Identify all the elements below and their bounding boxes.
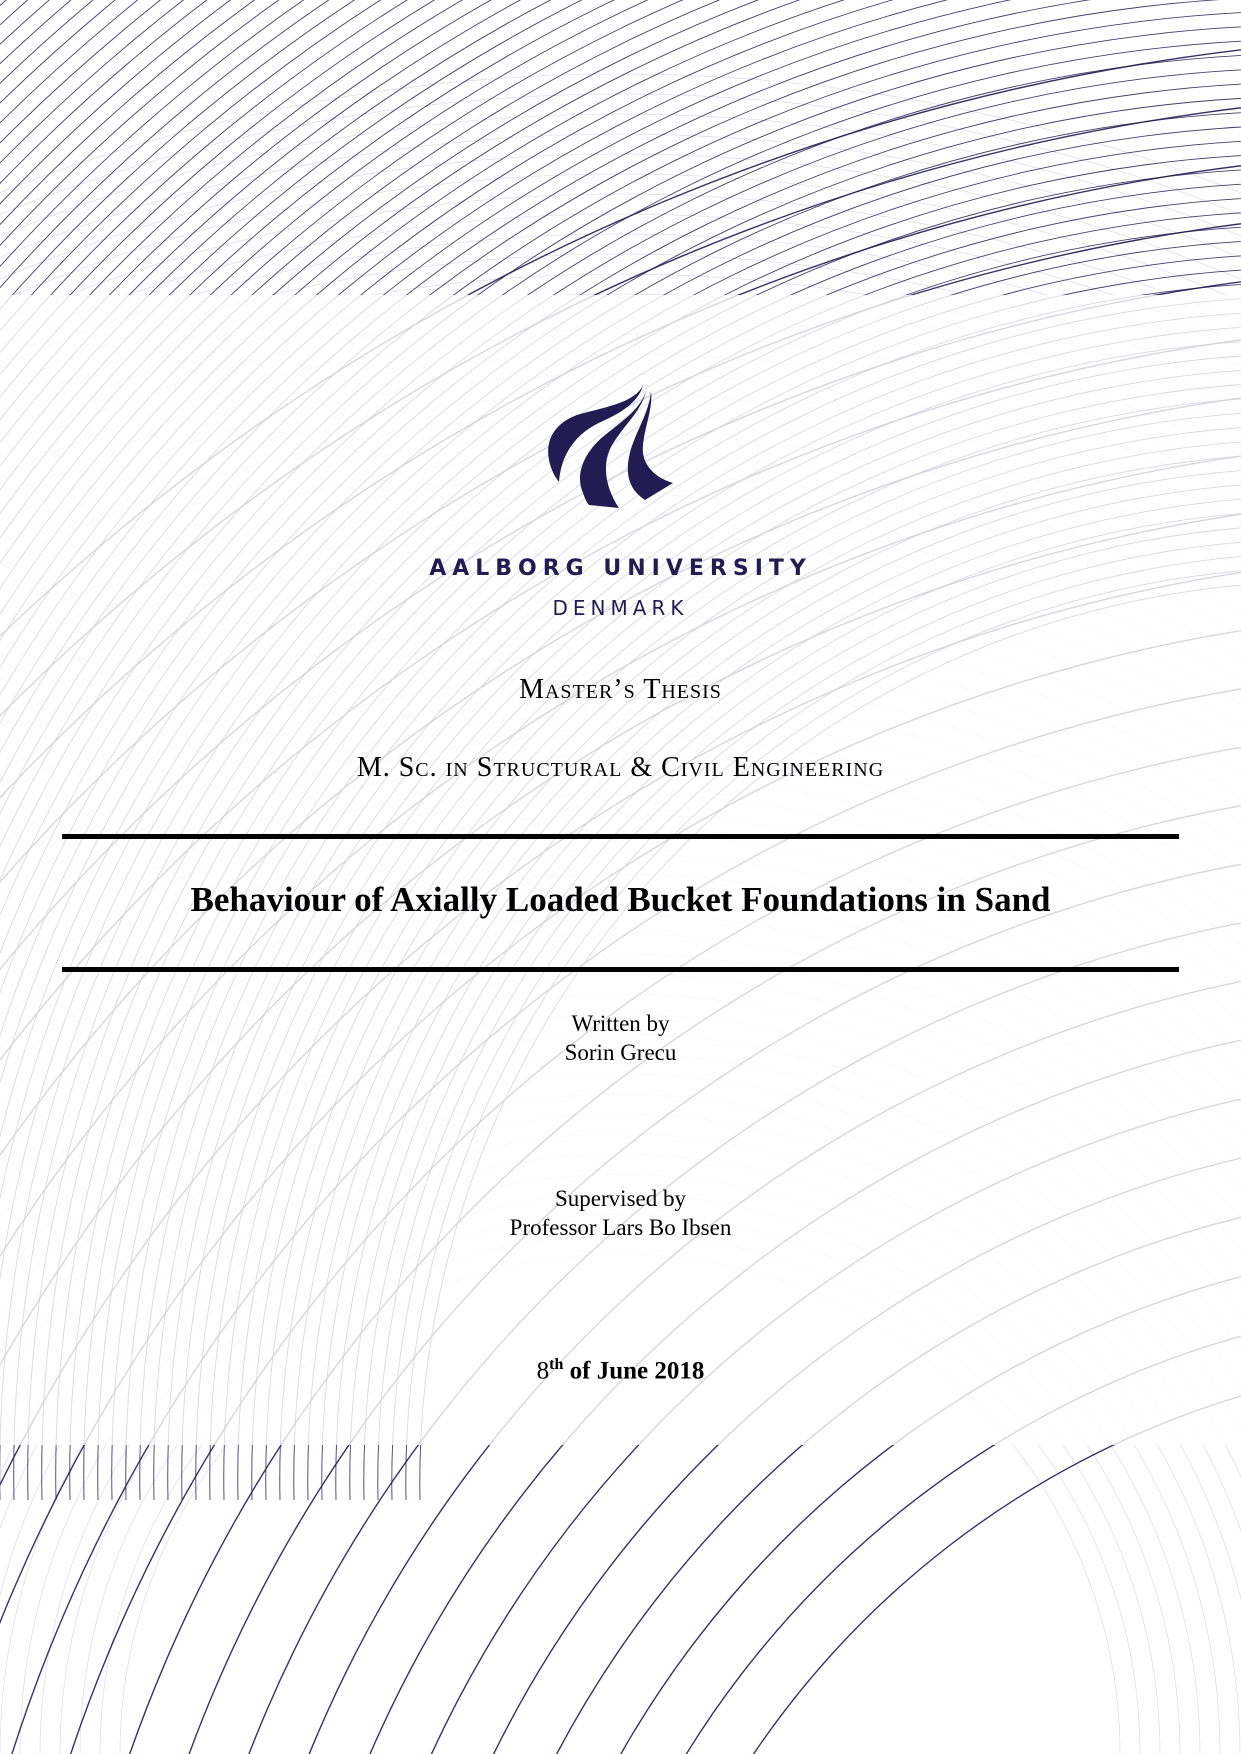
aalborg-university-wave-icon <box>545 385 675 515</box>
supervisor-block <box>0 1184 1241 1242</box>
title-rule-top <box>62 834 1179 839</box>
thesis-title: Behaviour of Axially Loaded Bucket Foundations in Sand <box>190 880 1051 919</box>
university-country: DENMARK <box>552 596 689 620</box>
title-rule-bottom <box>62 967 1179 972</box>
submission-date <box>0 1356 1241 1385</box>
university-name: AALBORG UNIVERSITY <box>429 556 812 581</box>
author-label: Written by <box>571 1011 670 1036</box>
programme: M. Sc. in Structural & Civil Engineering <box>356 752 885 783</box>
author-block <box>0 1009 1241 1067</box>
date-rest: of June 2018 <box>563 1357 705 1385</box>
date-day: 8 <box>536 1357 550 1385</box>
author-name: Sorin Grecu <box>564 1040 677 1065</box>
supervisor-label: Supervised by <box>555 1186 686 1211</box>
thesis-type: Master’s Thesis <box>519 674 722 705</box>
supervisor-name: Professor Lars Bo Ibsen <box>509 1215 732 1240</box>
date-day-suffix: th <box>549 1356 564 1373</box>
